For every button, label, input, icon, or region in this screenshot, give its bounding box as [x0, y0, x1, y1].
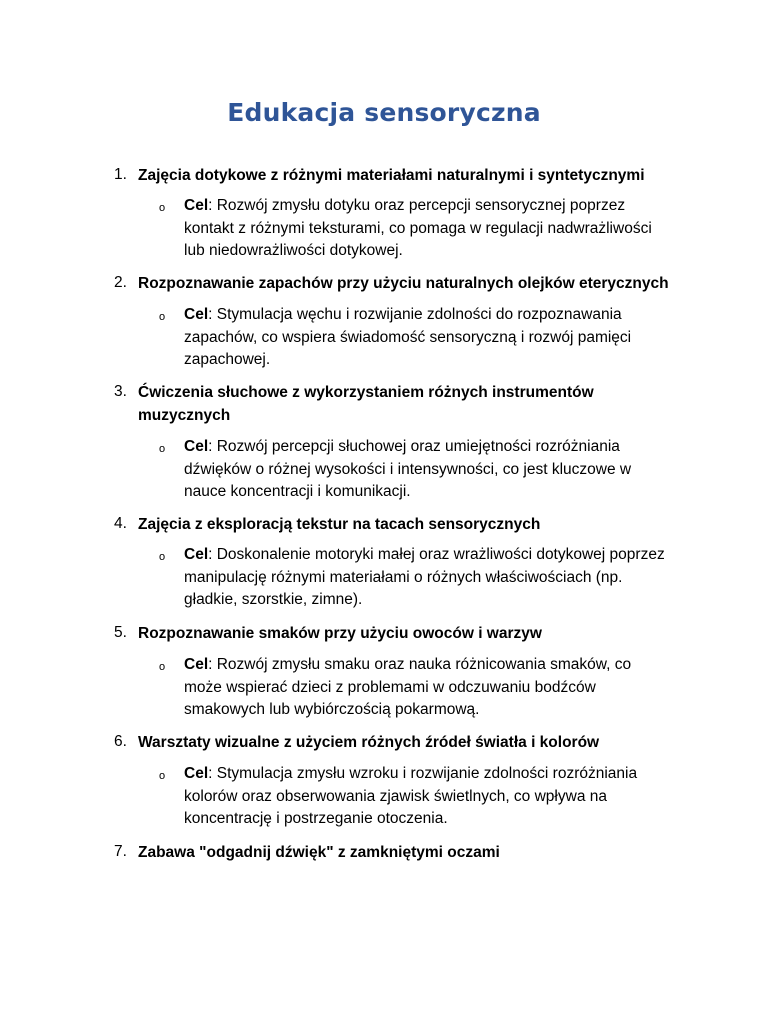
- item-goal: [184, 436, 672, 504]
- item-number: 1.: [114, 166, 127, 183]
- bullet-icon: o: [159, 770, 166, 782]
- bullet-icon: o: [159, 443, 166, 455]
- item-number: 5.: [114, 624, 127, 641]
- item-goal: [184, 304, 672, 372]
- item-goal: [184, 544, 672, 612]
- bullet-icon: o: [159, 661, 166, 673]
- goal-text: : Rozwój zmysłu smaku oraz nauka różnicowania smaków, co może wspierać dzieci z problemami w odczuwaniu bodźców smakowych lub wybiórczością pokarmową.: [184, 656, 632, 718]
- item-title: Zajęcia dotykowe z różnymi materiałami naturalnymi i syntetycznymi: [138, 167, 645, 184]
- goal-label: Cel: [184, 765, 209, 782]
- item-goal: [184, 195, 672, 263]
- goal-label: Cel: [184, 306, 209, 323]
- item-number: 4.: [114, 515, 127, 532]
- goal-text: : Doskonalenie motoryki małej oraz wrażliwości dotykowej poprzez manipulację różnymi materiałami o różnych właściwościach (np. gładkie, szorstkie, zimne).: [184, 546, 665, 608]
- goal-label: Cel: [184, 197, 209, 214]
- goal-text: : Stymulacja zmysłu wzroku i rozwijanie zdolności rozróżniania kolorów oraz obserwowania zjawisk świetlnych, co wpływa na koncentrację i postrzeganie otoczenia.: [184, 765, 638, 827]
- item-number: 7.: [114, 843, 127, 860]
- item-title: Zabawa "odgadnij dźwięk" z zamkniętymi oczami: [138, 844, 500, 861]
- goal-label: Cel: [184, 546, 209, 563]
- item-number: 6.: [114, 733, 127, 750]
- item-number: 2.: [114, 274, 127, 291]
- item-goal: [184, 654, 672, 722]
- item-title: Zajęcia z eksploracją tekstur na tacach sensorycznych: [138, 516, 541, 533]
- bullet-icon: o: [159, 551, 166, 563]
- goal-label: Cel: [184, 438, 209, 455]
- goal-text: : Rozwój percepcji słuchowej oraz umiejętności rozróżniania dźwięków o różnej wysokości i intensywności, co jest kluczowe w nauce koncentracji i komunikacji.: [184, 438, 632, 500]
- bullet-icon: o: [159, 202, 166, 214]
- item-title: Rozpoznawanie zapachów przy użyciu naturalnych olejków eterycznych: [138, 275, 669, 292]
- bullet-icon: o: [159, 311, 166, 323]
- goal-text: : Rozwój zmysłu dotyku oraz percepcji sensorycznej poprzez kontakt z różnymi teksturami, co pomaga w regulacji nadwrażliwości lub niedowrażliwości dotykowej.: [184, 197, 652, 259]
- item-title: Rozpoznawanie smaków przy użyciu owoców i warzyw: [138, 625, 542, 642]
- item-number: 3.: [114, 383, 127, 400]
- item-title: Ćwiczenia słuchowe z wykorzystaniem różnych instrumentów muzycznych: [138, 384, 594, 424]
- item-goal: [184, 763, 672, 831]
- goal-label: Cel: [184, 656, 209, 673]
- document-title: Edukacja sensoryczna: [227, 98, 541, 127]
- item-title: Warsztaty wizualne z użyciem różnych źródeł światła i kolorów: [138, 734, 600, 751]
- goal-text: : Stymulacja węchu i rozwijanie zdolności do rozpoznawania zapachów, co wspiera świadomość sensoryczną i rozwój pamięci zapachowej.: [184, 306, 632, 368]
